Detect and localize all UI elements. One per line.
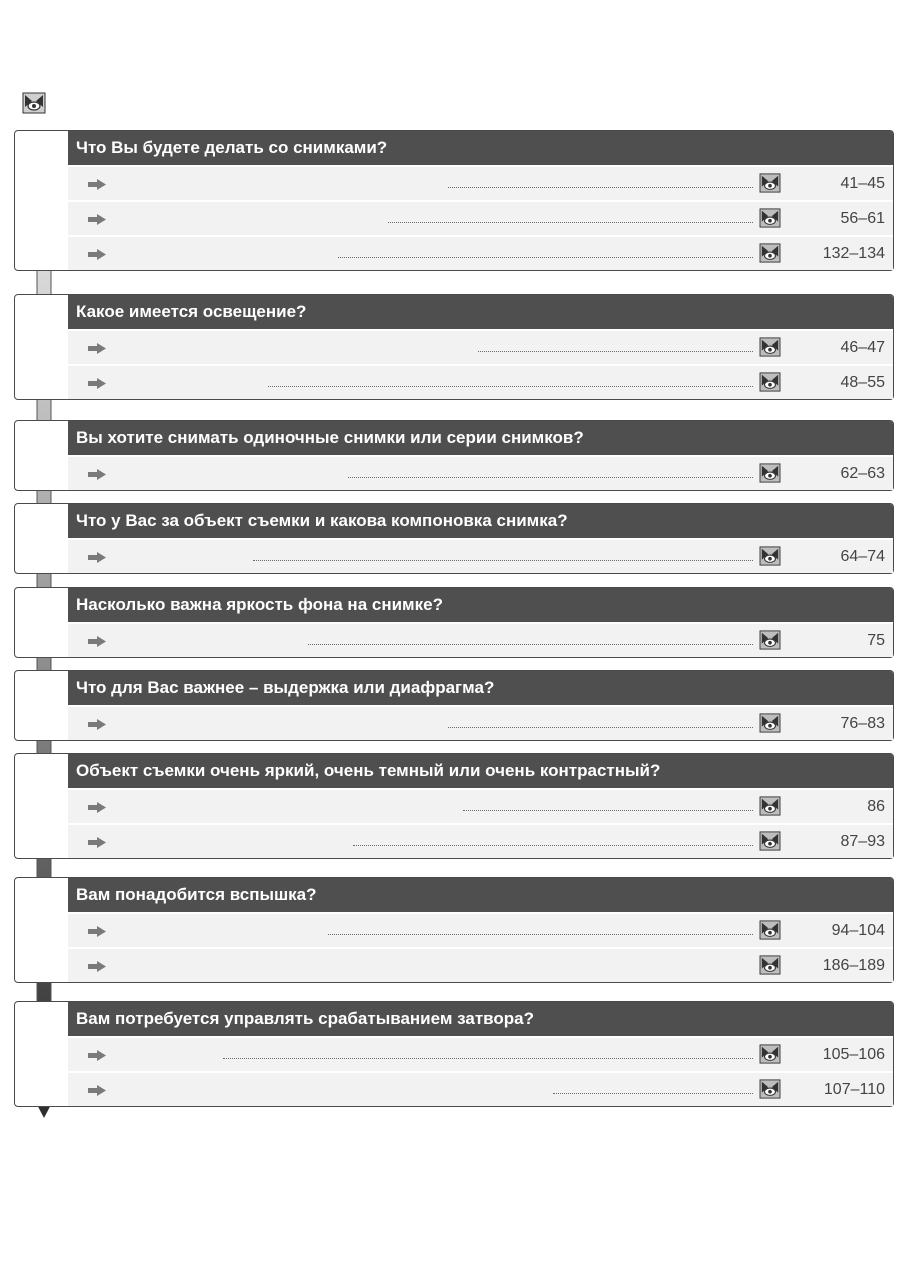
page-range: 76–83 <box>840 715 885 732</box>
page-reference-icon <box>759 337 781 357</box>
list-item <box>68 200 893 235</box>
section-title: Вы хотите снимать одиночные снимки или серии снимков? <box>68 421 893 455</box>
page-reference-icon <box>759 630 781 650</box>
dot-leader <box>448 187 753 188</box>
page-range: 62–63 <box>840 465 885 482</box>
list-item <box>68 455 893 490</box>
section-title: Что для Вас важнее – выдержка или диафрагма? <box>68 671 893 705</box>
page-range: 186–189 <box>822 957 885 974</box>
question-section <box>14 294 894 400</box>
dot-leader <box>463 810 753 811</box>
list-item <box>68 1071 893 1106</box>
page-reference-icon <box>759 243 781 263</box>
dot-leader <box>328 934 753 935</box>
dot-leader <box>478 351 753 352</box>
list-item <box>68 622 893 657</box>
list-item <box>68 329 893 364</box>
dot-leader <box>353 845 753 846</box>
page-reference-icon <box>759 372 781 392</box>
page-range: 94–104 <box>831 922 885 939</box>
page-reference-icon <box>759 713 781 733</box>
question-section <box>14 587 894 658</box>
dot-leader <box>348 477 753 478</box>
dot-leader <box>308 644 753 645</box>
bullet-arrow-icon <box>88 378 106 389</box>
question-section <box>14 420 894 491</box>
bullet-arrow-icon <box>88 1085 106 1096</box>
question-section <box>14 670 894 741</box>
list-item <box>68 823 893 858</box>
page-range: 48–55 <box>840 374 885 391</box>
page-range: 56–61 <box>840 210 885 227</box>
page-reference-icon <box>759 920 781 940</box>
dot-leader <box>253 560 753 561</box>
dot-leader <box>553 1093 753 1094</box>
bullet-arrow-icon <box>88 837 106 848</box>
dot-leader <box>448 727 753 728</box>
page-reference-icon <box>759 463 781 483</box>
list-item <box>68 364 893 399</box>
dot-leader <box>223 1058 753 1059</box>
page-range: 41–45 <box>840 175 885 192</box>
question-section <box>14 877 894 983</box>
section-title: Что у Вас за объект съемки и какова компоновка снимка? <box>68 504 893 538</box>
bullet-arrow-icon <box>88 802 106 813</box>
page-reference-icon <box>759 173 781 193</box>
bullet-arrow-icon <box>88 552 106 563</box>
page-reference-icon <box>759 955 781 975</box>
page-range: 132–134 <box>822 245 885 262</box>
bullet-arrow-icon <box>88 961 106 972</box>
dot-leader <box>388 222 753 223</box>
page-reference-icon <box>759 831 781 851</box>
bullet-arrow-icon <box>88 636 106 647</box>
section-title: Что Вы будете делать со снимками? <box>68 131 893 165</box>
question-section <box>14 753 894 859</box>
bullet-arrow-icon <box>88 214 106 225</box>
page-range: 75 <box>867 632 885 649</box>
page-range: 107–110 <box>823 1081 885 1098</box>
page-reference-icon <box>759 546 781 566</box>
dot-leader <box>268 386 753 387</box>
question-section <box>14 503 894 574</box>
page-reference-icon <box>759 208 781 228</box>
page-range: 105–106 <box>822 1046 885 1063</box>
list-item <box>68 235 893 270</box>
page-range: 87–93 <box>840 833 885 850</box>
bullet-arrow-icon <box>88 179 106 190</box>
section-title: Какое имеется освещение? <box>68 295 893 329</box>
list-item <box>68 1036 893 1071</box>
bullet-arrow-icon <box>88 469 106 480</box>
list-item <box>68 947 893 982</box>
bullet-arrow-icon <box>88 719 106 730</box>
question-section <box>14 1001 894 1107</box>
bullet-arrow-icon <box>88 1050 106 1061</box>
page-reference-icon <box>759 796 781 816</box>
page-range: 64–74 <box>840 548 885 565</box>
page-reference-icon <box>759 1044 781 1064</box>
page-range: 86 <box>867 798 885 815</box>
section-title: Вам понадобится вспышка? <box>68 878 893 912</box>
section-title: Насколько важна яркость фона на снимке? <box>68 588 893 622</box>
list-item <box>68 165 893 200</box>
dot-leader <box>338 257 753 258</box>
section-title: Объект съемки очень яркий, очень темный или очень контрастный? <box>68 754 893 788</box>
bullet-arrow-icon <box>88 926 106 937</box>
section-title: Вам потребуется управлять срабатыванием затвора? <box>68 1002 893 1036</box>
page-reference-icon <box>759 1079 781 1099</box>
question-section <box>14 130 894 271</box>
bullet-arrow-icon <box>88 249 106 260</box>
list-item <box>68 538 893 573</box>
bullet-arrow-icon <box>88 343 106 354</box>
page-range: 46–47 <box>840 339 885 356</box>
list-item <box>68 912 893 947</box>
list-item <box>68 705 893 740</box>
reference-page-icon <box>22 92 46 114</box>
list-item <box>68 788 893 823</box>
